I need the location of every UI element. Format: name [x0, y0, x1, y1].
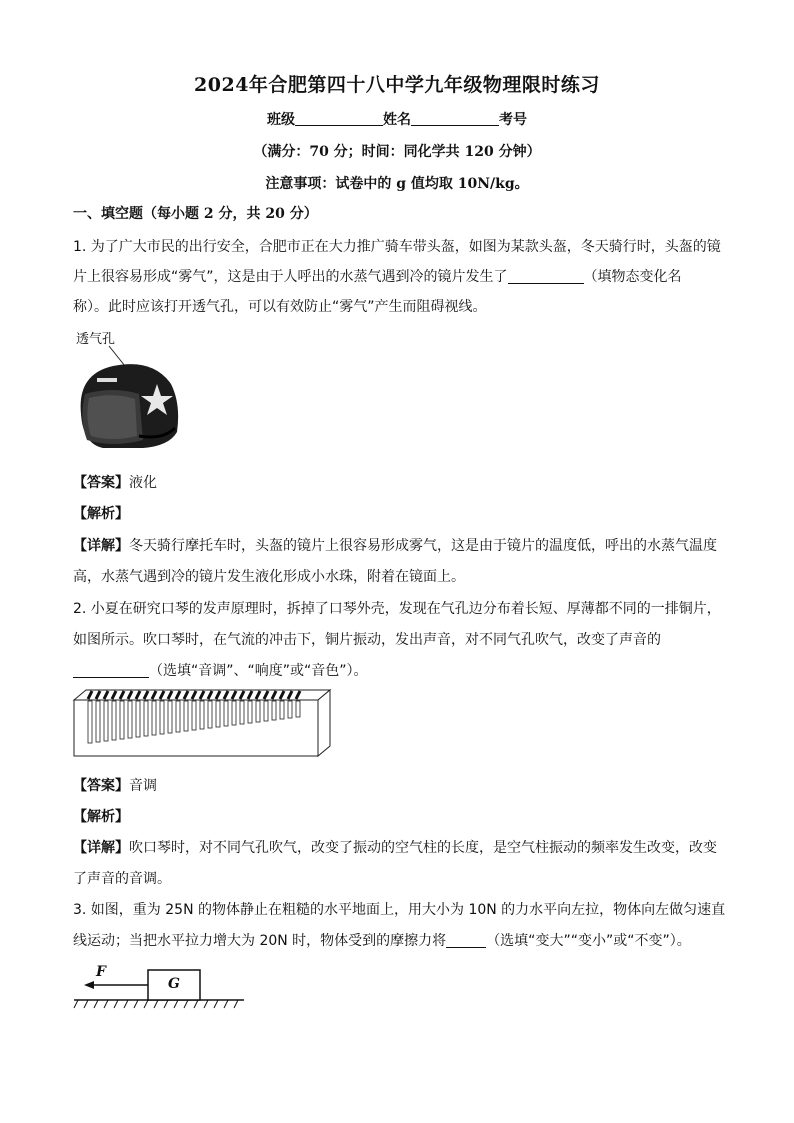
q3-answer-blank[interactable]: [446, 933, 486, 948]
q1-detail-tag: 【详解】: [73, 538, 129, 554]
q1-line2: [73, 266, 682, 286]
q1-line2b: （填物态变化名: [583, 269, 682, 285]
notice: 注意事项：试卷中的 g 值均取 10N/kg。: [265, 176, 529, 192]
q1-answer-line: [73, 472, 157, 492]
q2-detail-line2: 了声音的音调。: [73, 871, 171, 887]
q2-detail-text1: 吹口琴时，对不同气孔吹气，改变了振动的空气柱的长度，是空气柱振动的频率发生改变，改变: [129, 840, 717, 856]
force-diagram: [72, 962, 248, 1010]
q2-answer-blank[interactable]: [73, 663, 149, 678]
harmonica-reeds-figure: [72, 688, 334, 760]
q3-line1: 3. 如图，重为 25N 的物体静止在粗糙的水平地面上，用大小为 10N 的力水平向左拉，物体向左做匀速直: [73, 902, 726, 918]
q1-detail-line2: 高，水蒸气遇到冷的镜片发生液化形成小水珠，附着在镜面上。: [73, 569, 465, 585]
q2-answer-tag: 【答案】: [73, 778, 129, 794]
q1-detail-text1: 冬天骑行摩托车时，头盔的镜片上很容易形成雾气，这是由于镜片的温度低，呼出的水蒸气温度: [129, 538, 717, 554]
section-heading: 一、填空题（每小题 2 分，共 20 分）: [73, 206, 318, 222]
vent-label: 透气孔: [76, 332, 116, 347]
q2-analysis-tag: 【解析】: [73, 809, 129, 825]
block-label: G: [168, 976, 180, 992]
q1-answer-tag: 【答案】: [73, 475, 129, 491]
q1-analysis-tag: 【解析】: [73, 506, 129, 522]
number-label: 考号: [499, 112, 527, 128]
q1-line3: 称）。此时应该打开透气孔，可以有效防止“雾气”产生而阻碍视线。: [73, 299, 487, 315]
class-blank[interactable]: [295, 111, 383, 126]
q2-detail-line1: [73, 837, 717, 857]
helmet-figure: [73, 326, 193, 451]
q1-line2a: 片上很容易形成“雾气”，这是由于人呼出的水蒸气遇到冷的镜片发生了: [73, 269, 508, 285]
q2-line3: [73, 660, 368, 680]
q2-answer-line: [73, 775, 157, 795]
q1-line1: 1. 为了广大市民的出行安全，合肥市正在大力推广骑车带头盔，如图为某款头盔，冬天骑行时，头盔的镜: [73, 239, 721, 255]
student-info-line: [0, 109, 794, 129]
q3-line2a: 线运动；当把水平拉力增大为 20N 时，物体受到的摩擦力将: [73, 933, 447, 949]
q3-line2: [73, 930, 691, 950]
q2-detail-tag: 【详解】: [73, 840, 129, 856]
q2-line2: 如图所示。吹口琴时，在气流的冲击下，铜片振动，发出声音，对不同气孔吹气，改变了声音的: [73, 632, 661, 648]
q2-answer: 音调: [129, 778, 157, 794]
force-label: F: [96, 964, 106, 980]
name-blank[interactable]: [411, 111, 499, 126]
q1-answer: 液化: [129, 475, 157, 491]
q1-detail-line1: [73, 535, 717, 555]
class-label: 班级: [267, 112, 295, 128]
q2-line3-text: （选填“音调”、“响度”或“音色”）。: [149, 663, 368, 679]
page-title: 2024年合肥第四十八中学九年级物理限时练习: [194, 74, 600, 96]
name-label: 姓名: [383, 112, 411, 128]
q2-line1: 2. 小夏在研究口琴的发声原理时，拆掉了口琴外壳，发现在气孔边分布着长短、厚薄都不同的一排铜片，: [73, 601, 721, 617]
helmet-icon: [73, 344, 193, 454]
score-info: （满分：70 分；时间：同化学共 120 分钟）: [253, 144, 541, 160]
q1-answer-blank[interactable]: [508, 269, 584, 284]
q3-line2b: （选填“变大”“变小”或“不变”）。: [486, 933, 691, 949]
